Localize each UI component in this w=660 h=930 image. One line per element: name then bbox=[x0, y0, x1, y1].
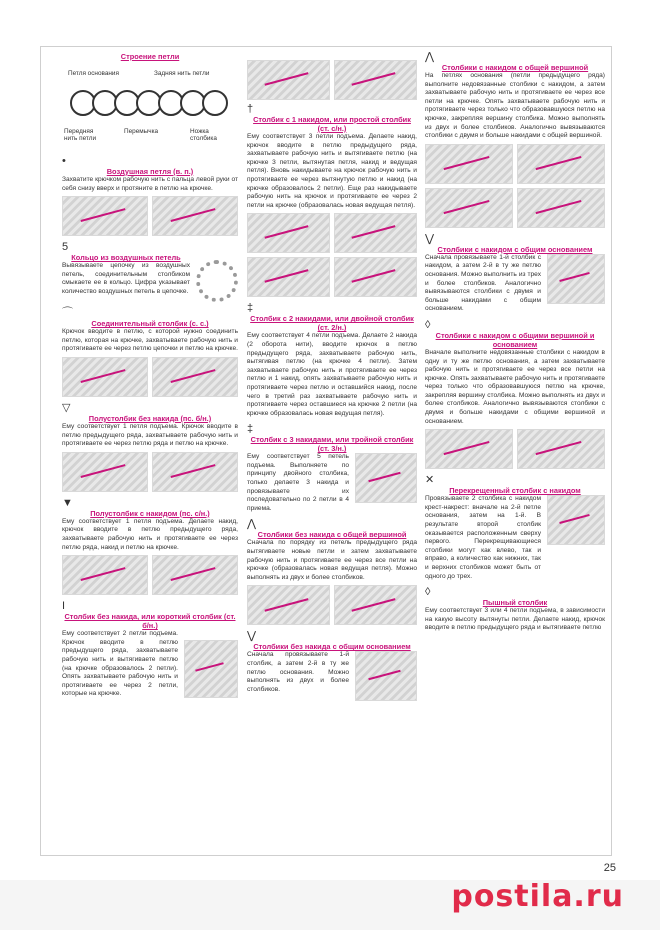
section-title: Перекрещенный столбик с накидом bbox=[449, 486, 581, 496]
photo-strip bbox=[425, 188, 605, 228]
step-photo bbox=[152, 357, 238, 397]
section-text: Провязываете 2 столбика с накидом крест-накрест: вначале на 2-й петле основания, затем на 1-й. В результате второй столбик оказывается расположенным сверху первого. Перекрещивающиеся столбики могут как влево, так и вправо, а количество как нижних, так и верхних столбиков может быть от одного до трех. bbox=[425, 495, 541, 580]
step-photo bbox=[547, 254, 605, 304]
step-photo bbox=[247, 60, 330, 100]
ring-symbol-icon: 5 bbox=[62, 241, 69, 254]
crossed-symbol-icon: ✕ bbox=[425, 474, 435, 487]
section-title: Строение петли bbox=[120, 52, 180, 61]
section-dc-common-top bbox=[425, 52, 605, 228]
section-title: Кольцо из воздушных петель bbox=[71, 253, 181, 263]
step-photo bbox=[247, 213, 330, 253]
diagram-label: Передняя нить петли bbox=[64, 128, 97, 142]
watermark-logo: postila.ru bbox=[451, 879, 624, 914]
section-text: Сначала провязываете 1-й столбик с накидом, а затем 2-й в ту же петлю основания. Можно выполнить из трех и более столбиков. Аналогично вывязываются столбики с двумя и больше накидами с общим основанием. bbox=[425, 253, 541, 313]
step-photo bbox=[62, 452, 148, 492]
dc-symbol-icon: † bbox=[247, 103, 254, 115]
step-photo bbox=[247, 257, 330, 297]
section-single-crochet bbox=[62, 601, 238, 699]
section-double-crochet bbox=[247, 104, 417, 297]
section-title: Воздушная петля (в. п.) bbox=[106, 167, 194, 176]
section-half-dc bbox=[62, 498, 238, 595]
step-photo bbox=[62, 357, 148, 397]
sc-symbol-icon: I bbox=[62, 600, 66, 613]
section-title: Пышный столбик bbox=[482, 598, 548, 608]
step-photo bbox=[425, 144, 513, 184]
section-title: Столбик с 2 накидами, или двойной столбик (ст. 2/н.) bbox=[250, 314, 414, 333]
section-title: Столбики с накидом с общей вершиной bbox=[441, 63, 589, 72]
section-text: Вывязываете цепочку из воздушных петель, соединительным столбиком смыкаете ее в кольцо. Цифра указывает количество воздушных петель в цепочке. bbox=[62, 262, 190, 295]
step-photo bbox=[334, 60, 417, 100]
step-photo bbox=[334, 213, 417, 253]
loop-structure-diagram bbox=[62, 64, 238, 150]
section-title: Столбики без накида с общей вершиной bbox=[257, 530, 407, 540]
section-crossed-dc bbox=[425, 475, 605, 581]
page-number: 25 bbox=[603, 862, 616, 874]
section-text: Ему соответствует 2 петли подъема. Крючок вводите в петлю предыдущего ряда, захватываете рабочую нить и вытягиваете петлю (на крючке образовалось 2 петли). Опять захватываете рабочую нить и протягиваете ее через 2 петли, которые на крючке. bbox=[62, 630, 178, 698]
section-text: Сначала провязываете 1-й столбик, а затем 2-й в ту же петлю основания. Можно выполнять из двух и более столбиков. bbox=[247, 651, 349, 693]
step-photo bbox=[62, 196, 148, 236]
section-double-treble bbox=[247, 424, 417, 513]
diagram-label: Перемычка bbox=[124, 128, 159, 135]
chain-ring-photo bbox=[196, 260, 238, 302]
step-photo bbox=[152, 452, 238, 492]
photo-strip bbox=[247, 60, 417, 100]
section-text: Ему соответствует 5 петель подъема. Выполняете по принципу двойного столбика, только делаете 3 накида и провязываете их последовательно по 2 петли в 4 приема. bbox=[247, 453, 349, 512]
diagram-label: Петля основания bbox=[68, 70, 119, 77]
column-3 bbox=[425, 52, 605, 639]
step-photo bbox=[425, 429, 513, 469]
section-chain-stitch bbox=[62, 156, 238, 236]
photo-strip bbox=[425, 429, 605, 469]
section-title: Столбик с 3 накидами, или тройной столбик (ст. 3/н.) bbox=[250, 435, 414, 454]
step-photo bbox=[334, 585, 417, 625]
column-1 bbox=[62, 52, 238, 705]
section-title: Соединительный столбик (с. с.) bbox=[91, 319, 209, 329]
dtr-symbol-icon: ‡ bbox=[247, 423, 254, 436]
section-title: Полустолбик с накидом (пс. с/н.) bbox=[90, 508, 210, 518]
step-photo bbox=[334, 257, 417, 297]
photo-strip bbox=[247, 585, 417, 625]
loop-chain-drawing bbox=[70, 90, 230, 120]
step-photo bbox=[62, 555, 148, 595]
step-photo bbox=[247, 585, 330, 625]
photo-strip bbox=[62, 452, 238, 492]
section-text: На петлях основания (петли предыдущего ряда) выполните недовязанные столбики с накидом, а затем захватываете рабочую нить и протягиваете ее через все петли на крючке. Опять захватываете рабочую нить и протягиваете через только что образовавшуюся петлю на крючке, закрепляя вершину столбика. Можно выполнять из двух и более столбиков. Аналогично вывязываются столбики с двумя и больше накидами с общей вершиной. bbox=[425, 72, 605, 140]
step-photo bbox=[152, 555, 238, 595]
step-photo bbox=[547, 495, 605, 545]
section-dc-common-both bbox=[425, 320, 605, 469]
step-photo bbox=[517, 188, 605, 228]
section-title: Столбики с накидом с общим основанием bbox=[437, 244, 593, 254]
section-title: Столбик без накида, или короткий столбик (ст. б/н.) bbox=[64, 612, 236, 631]
step-photo bbox=[184, 640, 238, 698]
photo-strip bbox=[62, 196, 238, 236]
section-text: Сначала по порядку из петель предыдущего ряда вытягиваете новые петли и затем захватываете рабочую нить и протягиваете ее через все петли на крючке (образовалась новая ведущая петля). Можно выполнять из двух и более столбиков. bbox=[247, 539, 417, 581]
sc-base-symbol-icon: ⋁ bbox=[247, 630, 257, 643]
dc-top-symbol-icon: ⋀ bbox=[425, 51, 435, 63]
step-photo bbox=[517, 429, 605, 469]
column-2 bbox=[247, 52, 417, 707]
chain-symbol-icon: • bbox=[62, 155, 66, 167]
section-text: Крючок вводите в петлю, с которой нужно соединить петлю, которая на крючке, захватываете рабочую нить и протягиваете ее через петлю цепочки и петлю на крючке. bbox=[62, 328, 238, 353]
section-treble-crochet bbox=[247, 303, 417, 418]
section-title: Столбик с 1 накидом, или простой столбик (ст. с/н.) bbox=[253, 115, 411, 133]
tr-symbol-icon: ‡ bbox=[247, 302, 254, 315]
diagram-label: Задняя нить петли bbox=[154, 70, 210, 77]
half-sc-symbol-icon: ▽ bbox=[62, 401, 71, 414]
photo-strip bbox=[425, 144, 605, 184]
section-slip-stitch bbox=[62, 308, 238, 397]
step-photo bbox=[355, 453, 417, 503]
diagram-label: Ножка столбика bbox=[190, 128, 217, 142]
puff-symbol-icon: ◊ bbox=[425, 586, 431, 599]
section-title: Полустолбик без накида (пс. б/н.) bbox=[88, 413, 212, 423]
step-photo bbox=[355, 651, 417, 701]
section-text: Ему соответствует 1 петля подъема. Крючок вводите в петлю предыдущего ряда, захватываете рабочую нить и протягиваете ее через петлю ряда и петлю на крючке. bbox=[62, 422, 238, 448]
step-photo bbox=[425, 188, 513, 228]
section-half-sc bbox=[62, 403, 238, 492]
photo-strip bbox=[247, 257, 417, 297]
step-photo bbox=[152, 196, 238, 236]
step-photo bbox=[517, 144, 605, 184]
slip-symbol-icon: ⌒ bbox=[62, 307, 73, 320]
section-chain-ring bbox=[62, 242, 238, 302]
photo-strip bbox=[62, 357, 238, 397]
section-text: Захватите крючком рабочую нить с пальца левой руки от себя снизу вверх и протяните в петлю на крючке. bbox=[62, 176, 238, 192]
section-text: Ему соответствует 3 или 4 петли подъема, в зависимости на какую высоту вытянуты петли. Делаете накид, крючок вводите в петлю предыдущего ряда и вытягиваете петлю bbox=[425, 607, 605, 632]
section-sc-common-base bbox=[247, 631, 417, 701]
section-dc-common-base bbox=[425, 234, 605, 314]
section-text: Ему соответствует 1 петля подъема. Делаете накид, крючок вводите в петлю предыдущего ряда, захватываете рабочую нить и протягиваете ее через петлю ряда, накид и петлю на крючке. bbox=[62, 517, 238, 551]
section-puff-stitch bbox=[425, 587, 605, 633]
half-dc-symbol-icon: ▼ bbox=[62, 496, 73, 509]
section-text: Вначале выполните недовязанные столбики с накидом в одну и ту же петлю основания, а затем захватываете рабочую нить и протягиваете ее через все петли на крючке. Опять захватываете рабочую нить и протягиваете через только что образовавшуюся петлю на крючке, закрепляя вершину столбика. Можно выполнять из двух и более столбиков. Аналогично вывязываются столбики с двумя и больше накидами с общими вершиной и основанием. bbox=[425, 348, 605, 425]
dc-base-symbol-icon: ⋁ bbox=[425, 232, 435, 245]
section-loop-structure bbox=[62, 52, 238, 150]
photo-strip bbox=[247, 213, 417, 253]
section-text: Ему соответствует 3 петли подъема. Делаете накид, крючок вводите в петлю предыдущего ряда, захватываете рабочую нить и вытягиваете петлю (на крючке 3 петли, вытянутая петля, накид и ведущая петля). Вновь накидываете на крючок рабочую нить и протягиваете ее через вытянутую петлю и накид (на крючке образовалось 2 петли). Еще раз накидываете рабочую нить на крючок и протягиваете ее через 2 петли на крючке (образовалась новая ведущая петля). bbox=[247, 133, 417, 209]
sc-top-symbol-icon: ⋀ bbox=[247, 518, 257, 531]
section-title: Столбики без накида с общим основанием bbox=[253, 642, 411, 652]
dc-both-symbol-icon: ◊ bbox=[425, 318, 431, 331]
section-title: Столбики с накидом с общими вершиной и основанием bbox=[435, 330, 595, 349]
section-text: Ему соответствует 4 петли подъема. Делаете 2 накида (2 оборота нити), вводите крючок в петлю предыдущего ряда, захватываете рабочую нить, вытягивая петлю (на крючке 4 петли). Затем захватываете рабочую нить и протягиваете ее через петлю и 1 накид, опять захватываете рабочую нить и протягиваете через петлю и оставшийся накид, после чего в третий раз захватываете рабочую нить и протягиваете через оставшиеся на крючке 2 петли (на крючке образовалась новая ведущая петля). bbox=[247, 332, 417, 417]
section-sc-common-top bbox=[247, 519, 417, 625]
photo-strip bbox=[62, 555, 238, 595]
